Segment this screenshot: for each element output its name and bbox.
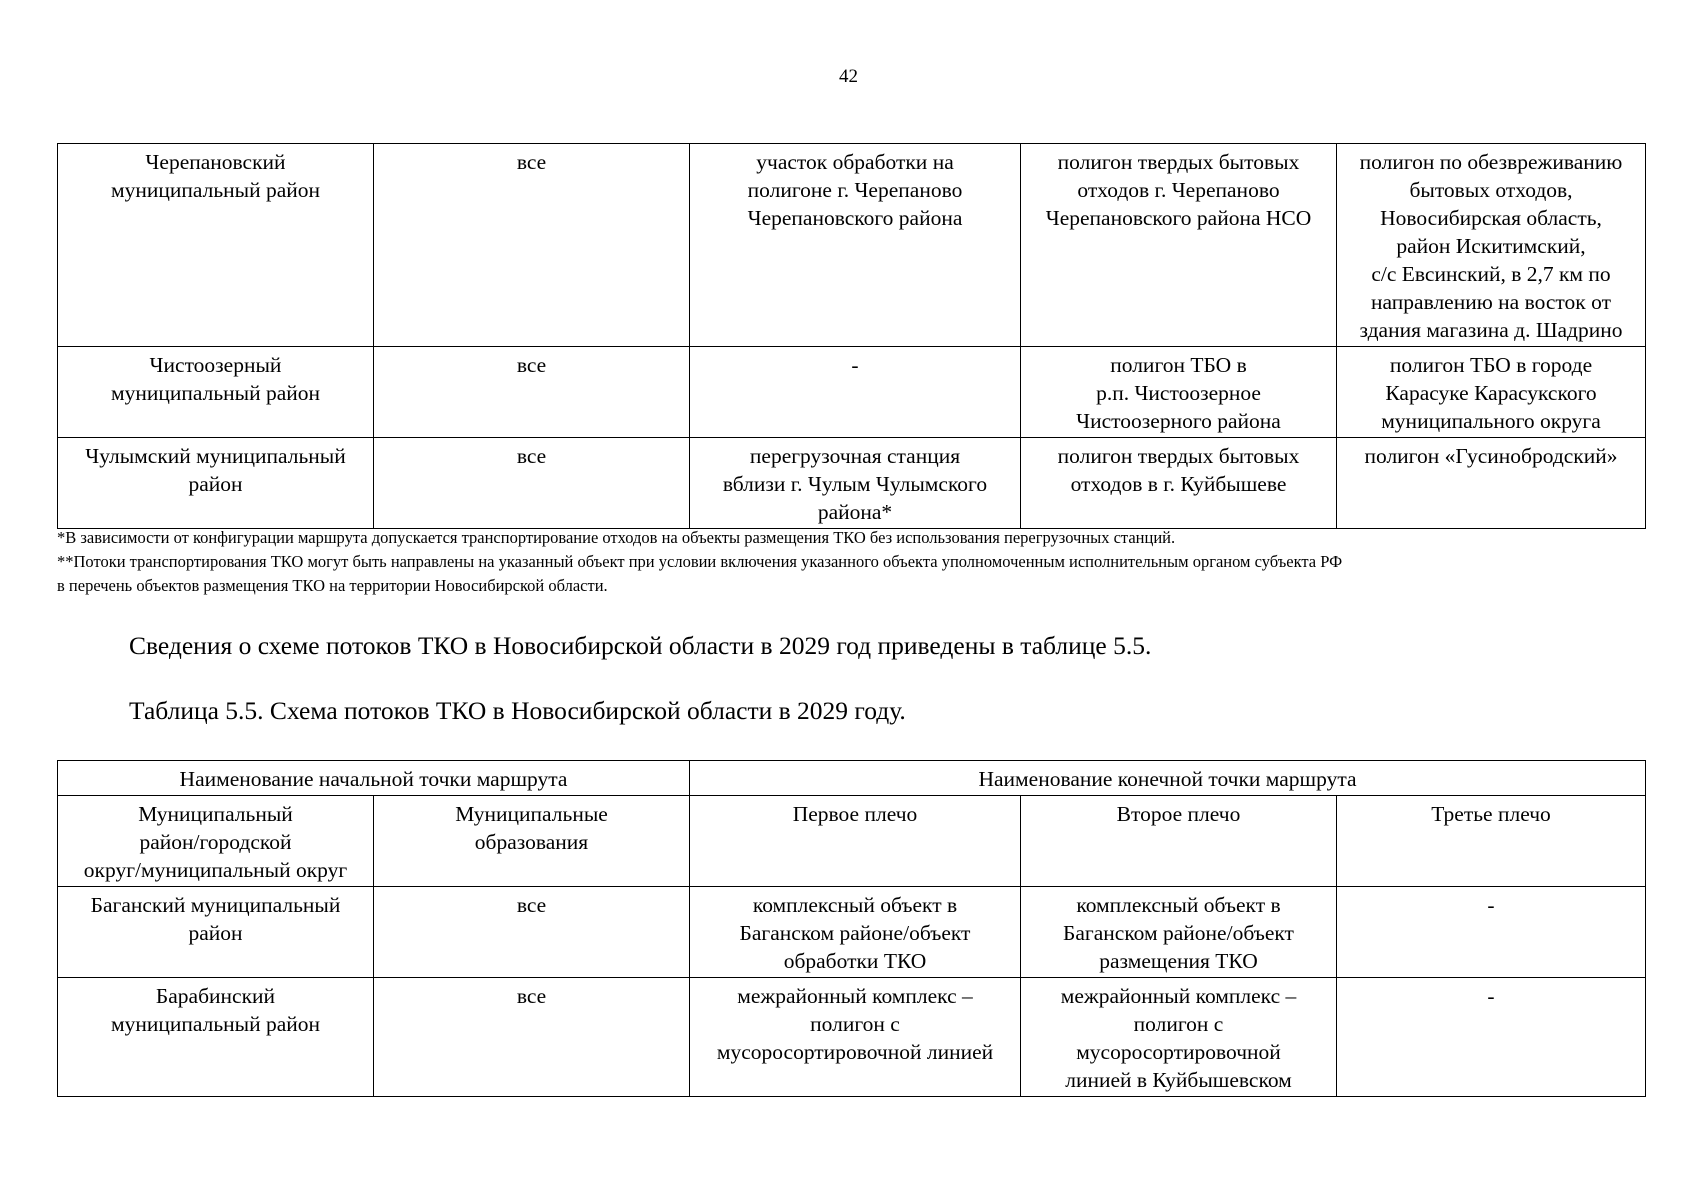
- table-row: [58, 978, 1646, 1097]
- formations-cell: все: [374, 144, 690, 347]
- table-row: [58, 438, 1646, 529]
- district-cell: Чистоозерный муниципальный район: [58, 347, 374, 438]
- footnote-flows: **Потоки транспортирования ТКО могут быть направлены на указанный объект при условии включения указанного объекта уполномоченным исполнительным органом субъекта РФ: [57, 552, 1343, 571]
- third-leg-cell: -: [1337, 978, 1646, 1097]
- page-number: 42: [839, 66, 858, 87]
- second-leg-cell: полигон твердых бытовых отходов г. Черепаново Черепановского района НСО: [1021, 144, 1337, 347]
- third-leg-header: Третье плечо: [1337, 796, 1646, 887]
- formations-cell: все: [374, 887, 690, 978]
- first-leg-cell: комплексный объект в Баганском районе/объект обработки ТКО: [690, 887, 1021, 978]
- end-point-header: Наименование конечной точки маршрута: [690, 761, 1646, 796]
- table-row: [58, 887, 1646, 978]
- intro-paragraph: Сведения о схеме потоков ТКО в Новосибирской области в 2029 год приведены в таблице 5.5.: [129, 631, 1152, 660]
- second-leg-cell: полигон твердых бытовых отходов в г. Куйбышеве: [1021, 438, 1337, 529]
- formations-cell: все: [374, 978, 690, 1097]
- footnote-transfer-stations: *В зависимости от конфигурации маршрута допускается транспортирование отходов на объекты размещения ТКО без использования перегрузочных станций.: [57, 528, 1176, 547]
- second-leg-cell: межрайонный комплекс – полигон с мусоросортировочной линией в Куйбышевском: [1021, 978, 1337, 1097]
- group-header-row: [58, 761, 1646, 796]
- second-leg-cell: полигон ТБО в р.п. Чистоозерное Чистоозерного района: [1021, 347, 1337, 438]
- footnote-flows-continued: в перечень объектов размещения ТКО на территории Новосибирской области.: [57, 576, 608, 595]
- table-row: [58, 347, 1646, 438]
- first-leg-cell: -: [690, 347, 1021, 438]
- route-table-continued: [57, 143, 1646, 529]
- district-cell: Чулымский муниципальный район: [58, 438, 374, 529]
- district-cell: Баганский муниципальный район: [58, 887, 374, 978]
- district-cell: Черепановский муниципальный район: [58, 144, 374, 347]
- formations-cell: все: [374, 347, 690, 438]
- first-leg-cell: перегрузочная станция вблизи г. Чулым Чулымского района*: [690, 438, 1021, 529]
- third-leg-cell: полигон ТБО в городе Карасуке Карасукского муниципального округа: [1337, 347, 1646, 438]
- third-leg-cell: полигон по обезвреживанию бытовых отходов, Новосибирская область, район Искитимский, с/с Евсинский, в 2,7 км по направлению на восток от здания магазина д. Шадрино: [1337, 144, 1646, 347]
- column-header-row: [58, 796, 1646, 887]
- first-leg-cell: участок обработки на полигоне г. Черепаново Черепановского района: [690, 144, 1021, 347]
- district-header: Муниципальный район/городской округ/муниципальный округ: [58, 796, 374, 887]
- third-leg-cell: -: [1337, 887, 1646, 978]
- second-leg-cell: комплексный объект в Баганском районе/объект размещения ТКО: [1021, 887, 1337, 978]
- third-leg-cell: полигон «Гусинобродский»: [1337, 438, 1646, 529]
- first-leg-cell: межрайонный комплекс – полигон с мусоросортировочной линией: [690, 978, 1021, 1097]
- second-leg-header: Второе плечо: [1021, 796, 1337, 887]
- district-cell: Барабинский муниципальный район: [58, 978, 374, 1097]
- route-table-5-5: [57, 760, 1646, 1097]
- table-row: [58, 144, 1646, 347]
- formations-header: Муниципальные образования: [374, 796, 690, 887]
- start-point-header: Наименование начальной точки маршрута: [58, 761, 690, 796]
- first-leg-header: Первое плечо: [690, 796, 1021, 887]
- footnotes: [57, 526, 1657, 598]
- table-caption: Таблица 5.5. Схема потоков ТКО в Новосибирской области в 2029 году.: [129, 696, 906, 725]
- formations-cell: все: [374, 438, 690, 529]
